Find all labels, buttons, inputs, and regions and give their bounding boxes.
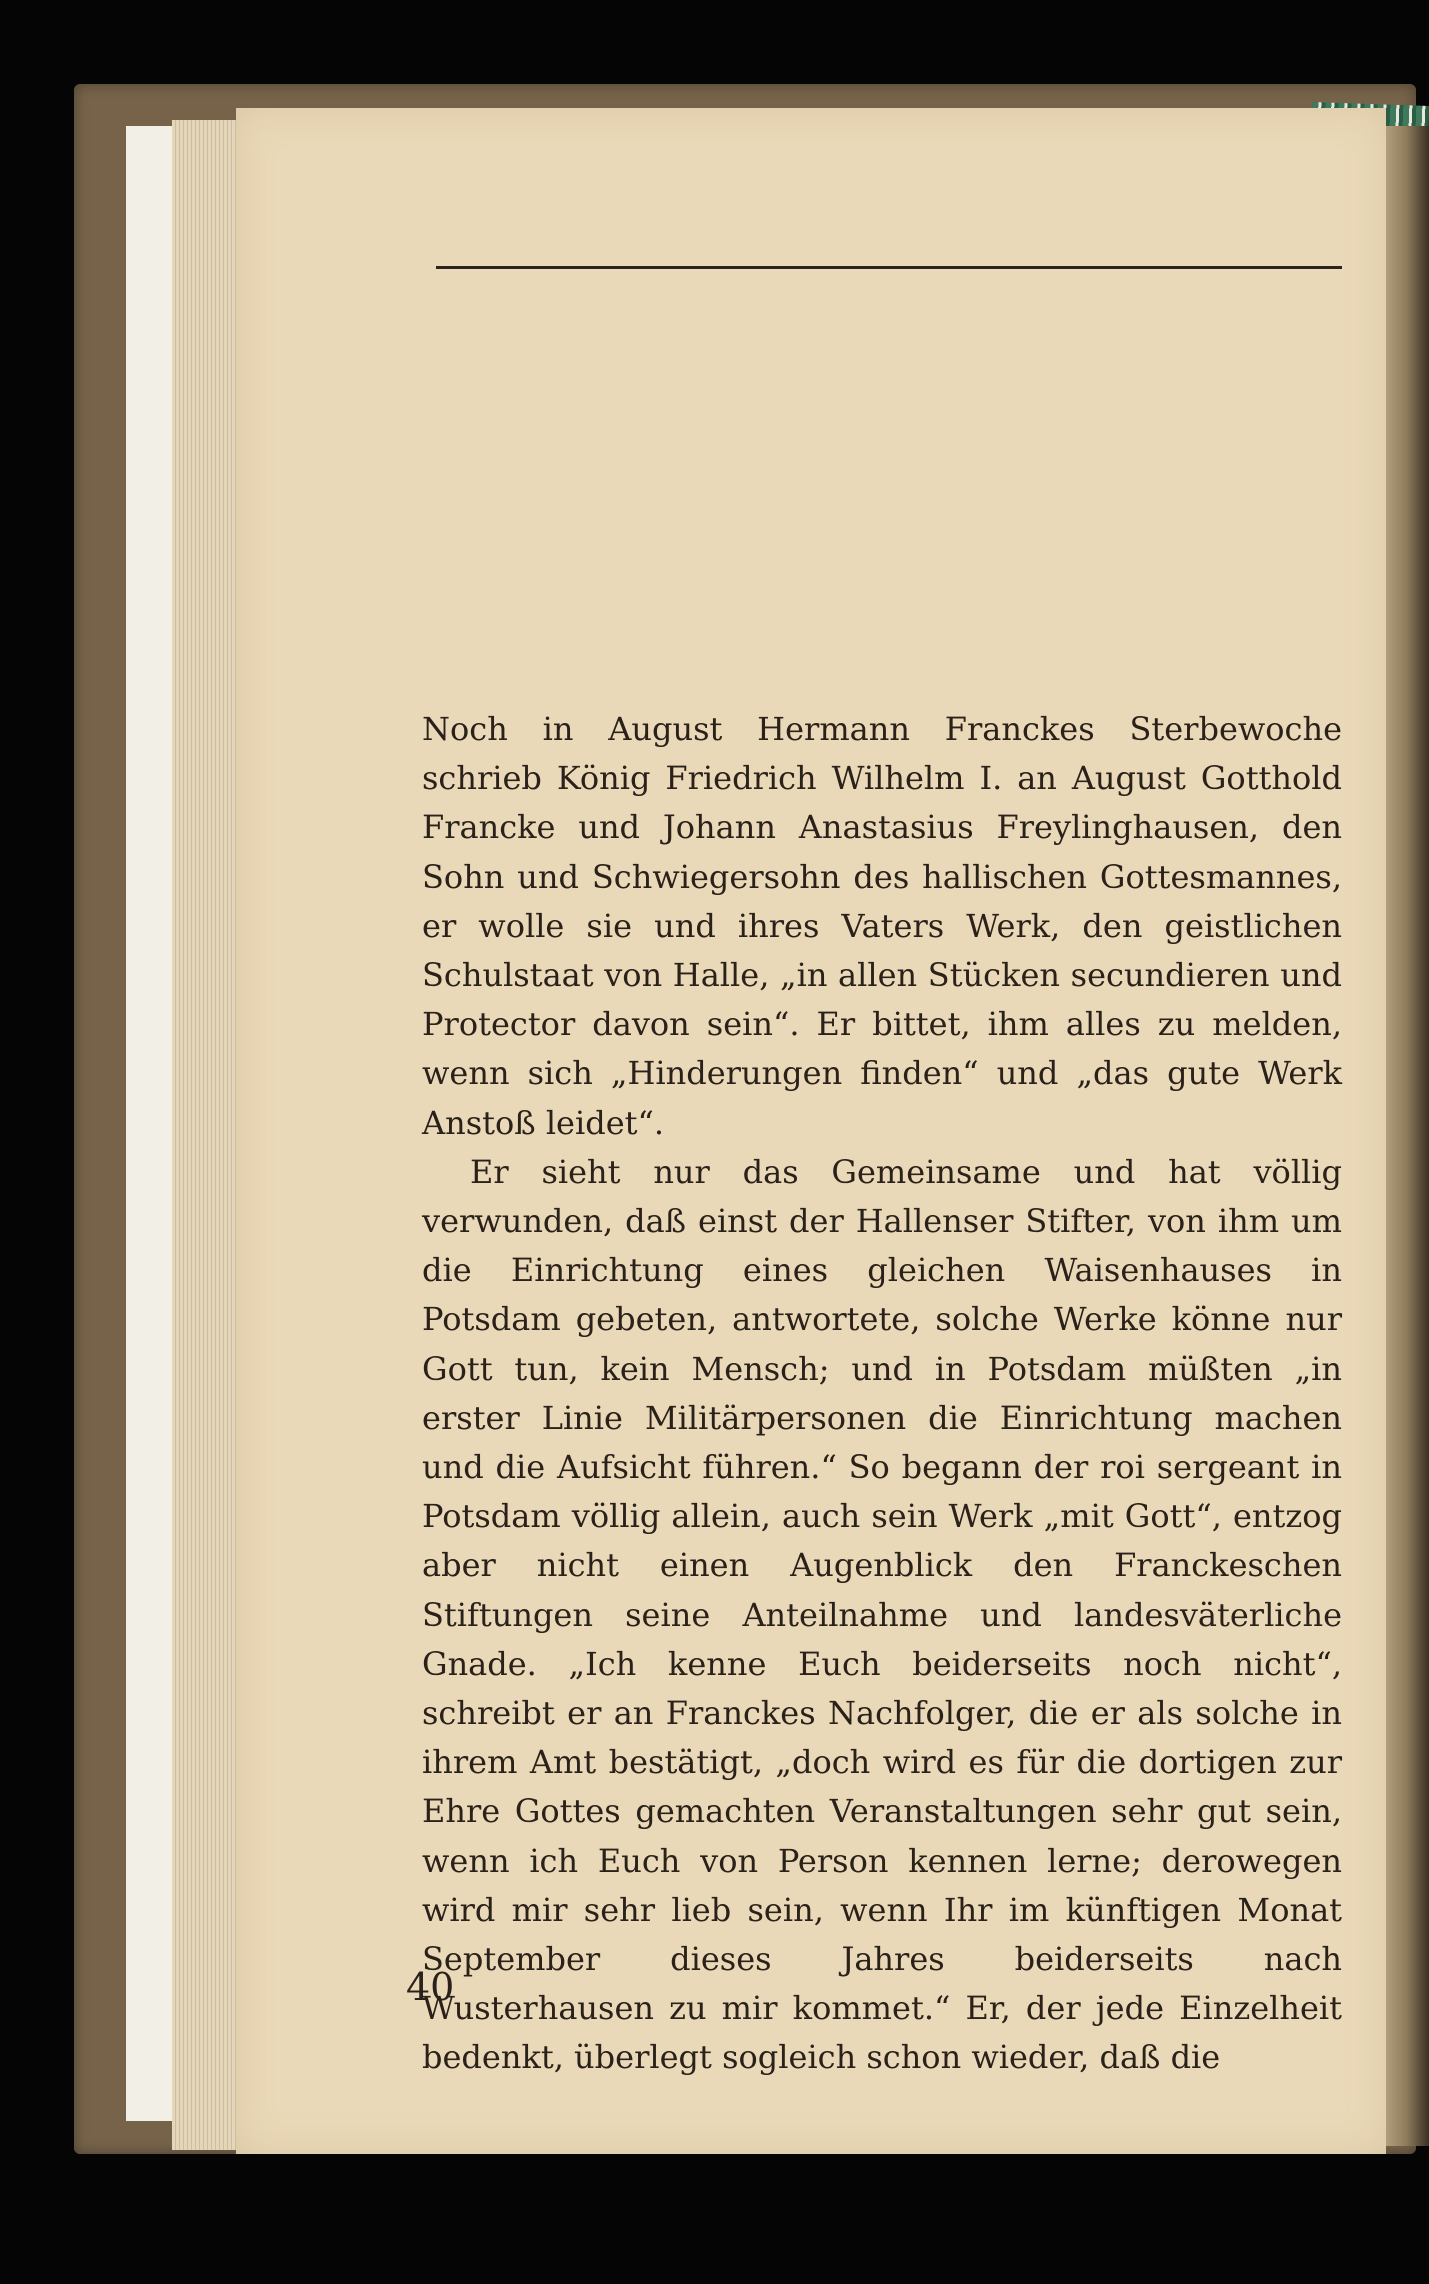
paragraph-2: Er sieht nur das Gemeinsame und hat völlig verwunden, daß einst der Hallenser Stifter, von ihm um die Einrichtung eines gleichen Waisenhauses in Potsdam gebeten, antwortete, solche Werke könne nur Gott tun, kein Mensch; und in Potsdam müßten „in erster Linie Militärpersonen die Einrichtung machen und die Aufsicht führen.“ So begann der roi sergeant in Potsdam völlig allein, auch sein Werk „mit Gott“, entzog aber nicht einen Augenblick den Franckeschen Stiftungen seine Anteilnahme und landesväterliche Gnade. „Ich kenne Euch beiderseits noch nicht“, schreibt er an Franckes Nachfolger, die er als solche in ihrem Amt bestätigt, „doch wird es für die dortigen zur Ehre Gottes gemachten Veranstaltungen sehr gut sein, wenn ich Euch von Person kennen lerne; derowegen wird mir sehr lieb sein, wenn Ihr im künftigen Monat September dieses Jahres beiderseits nach Wusterhausen zu mir kommet.“ Er, der jede Einzelheit bedenkt, überlegt sogleich schon wieder, daß die bbox=[422, 1152, 1342, 2077]
header-rule bbox=[436, 266, 1342, 269]
body-text bbox=[422, 705, 1342, 2083]
paragraph-1: Noch in August Hermann Franckes Sterbewoche schrieb König Friedrich Wilhelm I. an August Gotthold Francke und Johann Anastasius Freylinghausen, den Sohn und Schwiegersohn des hallischen Gottesmannes, er wolle sie und ihres Vaters Werk, den geistlichen Schulstaat von Halle, „in allen Stücken secundieren und Protector davon sein“. Er bittet, ihm alles zu melden, wenn sich „Hinderungen finden“ und „das gute Werk Anstoß leidet“. bbox=[422, 710, 1342, 1142]
page-number: 40 bbox=[406, 1965, 455, 2009]
page-edges bbox=[172, 120, 242, 2150]
